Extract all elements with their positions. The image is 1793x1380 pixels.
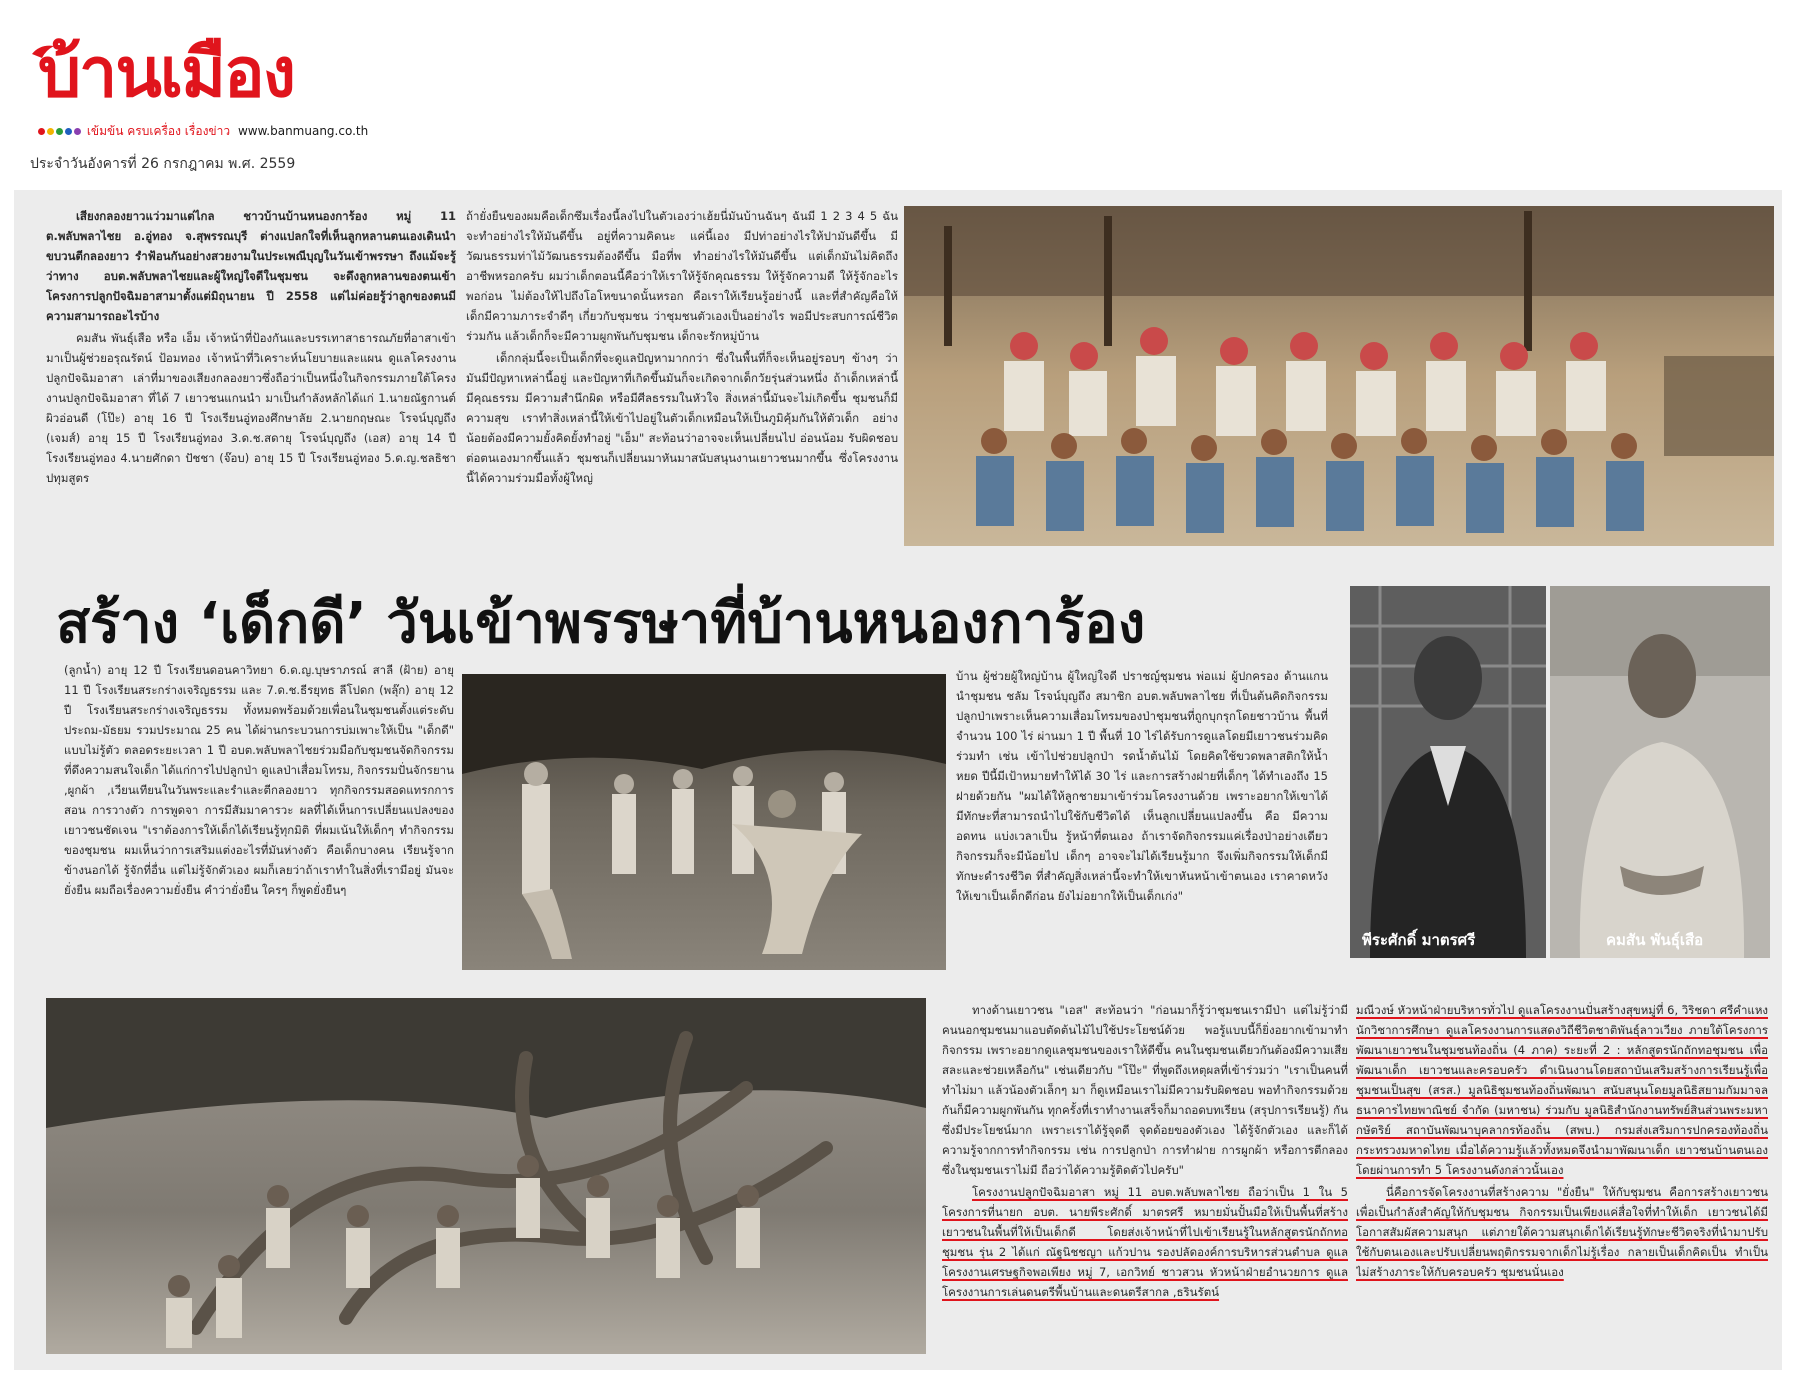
- color-dots: [38, 124, 87, 138]
- website-url: www.banmuang.co.th: [237, 124, 369, 138]
- underlined-paragraph: โครงงานปลูกปัจฉิมอาสา หมู่ 11 อบต.พลับพลาไชย ถือว่าเป็น 1 ใน 5 โครงการที่นายก อบต. นายพีระศักดิ์ มาตรศรี หมายมั่นปั้นมือให้เป็นพื้นที่สร้างเยาวชนในพื้นที่ให้เป็นเด็กดี โดยส่งเจ้าหน้าที่ไปเข้าเรียนรู้ในหลักสูตรนักถักทอชุมชน รุ่น 2 ได้แก่ ณัฐนิชชญา แก้วปาน รองปลัดองค์การบริหารส่วนตำบล ดูแลโครงงานเศรษฐกิจพอเพียง หมู่ 7, เอกวิทย์ ชาวสวน หัวหน้าฝ่ายอำนวยการ ดูแลโครงงานการเล่นดนตรีพื้นบ้านและดนตรีสากล ,ธรินรัตน์: [942, 1185, 1348, 1299]
- column-2: [466, 206, 898, 546]
- portrait-caption-right: คมสัน พันธุ์เสือ: [1606, 931, 1704, 949]
- portrait-photo-left: [1350, 586, 1546, 958]
- masthead: [28, 28, 388, 138]
- underlined-paragraph: มณีวงษ์ หัวหน้าฝ่ายบริหารทั่วไป ดูแลโครงงานปั่นสร้างสุขหมู่ที่ 6, วิริชดา ศรีคำแหง นักวิชาการศึกษา ดูแลโครงงานการแสดงวิถีชีวิตชาติพันธุ์ลาวเวียง ภายใต้โครงการพัฒนาเยาวชนในชุมชนท้องถิ่น (4 ภาค) ระยะที่ 2 : หลักสูตรนักถักทอชุมชน เพื่อพัฒนาเด็ก เยาวชนและครอบครัว ดำเนินงานโดยสถาบันเสริมสร้างการเรียนรู้เพื่อชุมชนเป็นสุข (สรส.) มูลนิธิชุมชนท้องถิ่นพัฒนา สนับสนุนโดยมูลนิธิสยามกัมมาจล ธนาคารไทยพาณิชย์ จำกัด (มหาชน) ร่วมกับ มูลนิธิสำนักงานทรัพย์สินส่วนพระมหากษัตริย์ สถาบันพัฒนาบุคลากรท้องถิ่น (สพบ.) กรมส่งเสริมการปกครองท้องถิ่น กระทรวงมหาดไทย เมื่อได้ความรู้แล้วทั้งหมดจึงนำมาพัฒนาเด็ก เยาวชนบ้านตนเอง โดยผ่านการทำ 5 โครงงานดังกล่าวนั้นเอง: [1356, 1003, 1768, 1177]
- lead-paragraph: เสียงกลองยาวแว่วมาแต่ไกล ชาวบ้านบ้านหนองการ้อง หมู่ 11 ต.พลับพลาไชย อ.อู่ทอง จ.สุพรรณบุรี ต่างแปลกใจที่เห็นลูกหลานตนเองเดินนำขบวนตีกลองยาว รำฟ้อนกันอย่างสวยงามในประเพณีบุญในวันเข้าพรรษา ถึงแม้จะรู้ว่าทาง อบต.พลับพลาไชยและผู้ใหญ่ใจดีในชุมชน จะดึงลูกหลานของตนเข้าโครงการปลูกปัจฉิมอาสามาตั้งแต่มิถุนายน ปี 2558 แต่ไม่ค่อยรู้ว่าลูกของตนมีความสามารถอะไรบ้าง: [46, 209, 456, 323]
- masthead-tagline: [38, 122, 368, 141]
- article-headline: สร้าง ‘เด็กดี’ วันเข้าพรรษาที่บ้านหนองการ้อง: [56, 591, 1146, 656]
- dance-photo: [462, 674, 946, 970]
- body-paragraph: คมสัน พันธุ์เสือ หรือ เอ็ม เจ้าหน้าที่ป้องกันและบรรเทาสาธารณภัยที่อาสาเข้ามาเป็นผู้ช่วยอรุณรัตน์ ป้อมทอง เจ้าหน้าที่วิเคราะห์นโยบายและแผน ดูแลโครงงานปลูกปัจฉิมอาสา เล่าที่มาของเสียงกลองยาวซึ่งถือว่าเป็นหนึ่งในกิจกรรมภายใต้โครงงานปลูกปัจฉิมอาสา ที่ได้ 7 เยาวชนแกนนำ มาเป็นกำลังหลักได้แก่ 1.นายณัฐกานต์ ผิวอ่อนดี (โป๊ะ) อายุ 16 ปี โรงเรียนอู่ทองศึกษาลัย 2.นายกฤษณะ โรจน์บุญถึง (เจมส์) อายุ 15 ปี โรงเรียนอู่ทอง 3.ด.ช.สดายุ โรจน์บุญถึง (เอส) อายุ 14 ปี โรงเรียนอู่ทอง 4.นายศักดา ปัชชา (จ๊อบ) อายุ 15 ปี โรงเรียนอู่ทอง 5.ด.ญ.ชลธิชา ปทุมสูตร: [46, 331, 456, 485]
- body-paragraph: (ลูกน้ำ) อายุ 12 ปี โรงเรียนดอนคาวิทยา 6.ด.ญ.บุษราภรณ์ สาลี (ฝ้าย) อายุ 11 ปี โรงเรียนสระกร่างเจริญธรรม และ 7.ด.ช.ธีรยุทธ ลีโปดก (พลุ๊ก) อายุ 12 ปี โรงเรียนสระกร่างเจริญธรรม ทั้งหมดพร้อมด้วยเพื่อนในชุมชนตั้งแต่ระดับประถม-มัธยม รวมประมาณ 25 คน ได้ผ่านกระบวนการบ่มเพาะให้เป็น "เด็กดี" แบบไม่รู้ตัว ตลอดระยะเวลา 1 ปี อบต.พลับพลาไชยร่วมมือกับชุมชนจัดกิจกรรมที่ดึงความสนใจเด็ก ได้แก่การไปปลูกป่า ดูแลป่าเสื่อมโทรม, กิจกรรมปั่นจักรยาน ,ผูกผ้า ,เวียนเทียนในวันพระและรำและตีกลองยาว ทุกกิจกรรมสอดแทรกการสอน การวางตัว การพูดจา การมีสัมมาคารวะ ผลที่ได้เห็นการเปลี่ยนแปลงของเยาวชนชัดเจน "เราต้องการให้เด็กได้เรียนรู้ทุกมิติ ที่ผมเน้นให้เด็กๆ ทำกิจกรรมของชุมชน ผมเห็นว่าการเสริมแต่งอะไรที่มันห่างตัว คือเด็กบางคน เรียนรู้จากข้างนอกได้ รู้จักที่อื่น แต่ไม่รู้จักตัวเอง ผมก็เลยว่าถ้าเราทำในสิ่งที่เรามีอยู่ มันจะยั่งยืน ผมถือเรื่องความยั่งยืน คำว่ายั่งยืน ใครๆ ก็พูดยั่งยืนๆ: [64, 663, 454, 897]
- portrait-photo-right: [1550, 586, 1770, 958]
- column-6: [1356, 1000, 1768, 1360]
- body-paragraph: เด็กกลุ่มนี้จะเป็นเด็กที่จะดูแลปัญหามากกว่า ซึ่งในพื้นที่ก็จะเห็นอยู่รอบๆ ข้างๆ ว่ามันมีปัญหาเหล่านี้อยู่ และปัญหาที่เกิดขึ้นมันก็จะเกิดจากเด็กวัยรุ่นส่วนหนึ่ง ถ้าเด็กเหล่านี้มีคุณธรรม มีความสำนึกผิด หรือมีศีลธรรมในหัวใจ สิ่งเหล่านี้มันจะไม่เกิดขึ้น ชุมชนก็มีความสุข เราทำสิ่งเหล่านี้ให้เข้าไปอยู่ในตัวเด็กเหมือนให้เป็นภูมิคุ้มกันให้ตัวเด็ก อย่างน้อยต้องมีความยั้งคิดยั้งทำอยู่ "เอ็ม" สะท้อนว่าอาจจะเห็นเปลี่ยนไป อ่อนน้อม รับผิดชอบต่อตนเองมากขึ้นแล้ว ชุมชนก็เปลี่ยนมาหันมาสนับสนุนงานเยาวชนมากขึ้น ซึ่งโครงงานนี้ได้ความร่วมมือทั้งผู้ใหญ่: [466, 351, 898, 485]
- column-4: [956, 666, 1328, 978]
- body-paragraph: ทางด้านเยาวชน "เอส" สะท้อนว่า "ก่อนมาก็รู้ว่าชุมชนเรามีป่า แต่ไม่รู้ว่ามีคนนอกชุมชนมาแอบตัดต้นไม้ไปใช้ประโยชน์ด้วย พอรู้แบบนี้ก็ยิ่งอยากเข้ามาทำกิจกรรม เพราะอยากดูแลชุมชนของเราให้ดีขึ้น คนในชุมชนเดียวกันต้องมีความเสียสละและช่วยเหลือกัน" เช่นเดียวกับ "โป๊ะ" ที่พูดถึงเหตุผลที่เข้าร่วมว่า "เราเป็นคนที่ทำไม่มา แล้วน้องตัวเล็กๆ มา ก็ดูเหมือนเราไม่มีความรับผิดชอบ พอทำกิจกรรมด้วยกันก็มีความผูกพันกัน ทุกครั้งที่เราทำงานเสร็จก็มาถอดบทเรียน (สรุปการเรียนรู้) กัน ซึ่งมีประโยชน์มาก เพราะเราได้รู้จุดดี จุดด้อยของตัวเอง ได้รู้จักตัวเอง และก็ได้ความรู้จากการทำกิจกรรม เช่น การปลูกป่า การทำฝาย การผูกผ้า หรือการตีกลอง ซึ่งในชุมชนเราไม่มี ถือว่าได้ความรู้ติดตัวไปครับ": [942, 1003, 1348, 1177]
- column-5: [942, 1000, 1348, 1360]
- body-paragraph: บ้าน ผู้ช่วยผู้ใหญ่บ้าน ผู้ใหญ่ใจดี ปราชญ์ชุมชน พ่อแม่ ผู้ปกครอง ด้านแกนนำชุมชน ชลัม โรจน์บุญถึง สมาชิก อบต.พลับพลาไชย ที่เป็นต้นคิดกิจกรรมปลูกป่าเพราะเห็นความเสื่อมโทรมของป่าชุมชนที่ถูกบุกรุกโดยชาวบ้าน พื้นที่จำนวน 100 ไร่ ผ่านมา 1 ปี พื้นที่ 10 ไร่ได้รับการดูแลโดยมีเยาวชนร่วมคิด ร่วมทำ เช่น เข้าไปช่วยปลูกป่า รดน้ำต้นไม้ โดยคิดใช้ขวดพลาสติกให้น้ำหยด ปีนี้มีเป้าหมายทำให้ได้ 30 ไร่ และการสร้างฝายที่เด็กๆ ได้ทำเองถึง 15 ฝายด้วยกัน "ผมได้ให้ลูกชายมาเข้าร่วมโครงงานด้วย เพราะอยากให้เขาได้มีทักษะที่สามารถนำไปใช้กับชีวิตได้ เห็นลูกเปลี่ยนแปลงขึ้น คือ มีความอดทน แบ่งเวลาเป็น รู้หน้าที่ตนเอง ถ้าเราจัดกิจกรรมแค่เรื่องป่าอย่างเดียว กิจกรรมก็จะมีน้อยไป เด็กๆ อาจจะไม่ได้เรียนรู้มาก จึงเพิ่มกิจกรรมให้เด็กมีทักษะดำรงชีวิต ที่สำคัญสิ่งเหล่านี้จะทำให้เขาหันหน้าเข้าตนเอง เราคาดหวังให้เขาเป็นเด็กดีก่อน ยังไม่อยากให้เป็นเด็กเก่ง": [956, 669, 1328, 903]
- body-paragraph: ถ้ายั่งยืนของผมคือเด็กซึมเรื่องนี้ลงไปในตัวเองว่าเฮ้ยนี่มันบ้านฉันๆ ฉันมี 1 2 3 4 5 ฉันจะทำอย่างไรให้มันดีขึ้น อยู่ที่ความคิดนะ แค่นี้เอง มีปท่าอย่างไรให้ปามันดีขึ้น มีวัฒนธรรมท่าไม้วัฒนธรรมต้องดีขึ้น มือที่พ ทำอย่างไรให้มันดีขึ้น แต่เด็กมันไม่คิดถึงอาชีพหรอกครับ ผมว่าเด็กตอนนี้คือว่าให้เราให้รู้จักคุณธรรม ให้รู้จักความดี ให้รู้จักอะไรพอก่อน ไม่ต้องให้ไปถึงโอโหขนาดนั้นหรอก คือเราให้เรียนรู้อย่างนี้ และที่สำคัญคือให้เด็กมีความภาระจำดีๆ เกี่ยวกับชุมชน ว่าชุมชนตัวเองเป็นอย่างไร พอมีประสบการณ์ชีวิตร่วมกัน แล้วเด็กก็จะมีความผูกพันกับชุมชน เด็กจะรักหมู่บ้าน: [466, 209, 898, 343]
- column-1: [46, 206, 456, 546]
- column-3: [64, 660, 454, 970]
- newspaper-logo: บ้านเมือง: [38, 34, 294, 113]
- portrait-caption-left: พีระศักดิ์ มาตรศรี: [1362, 931, 1476, 949]
- tagline-text: เข้มข้น ครบเครื่อง เรื่องข่าว: [86, 124, 231, 138]
- group-photo: [904, 206, 1774, 546]
- publication-date: ประจำวันอังคารที่ 26 กรกฎาคม พ.ศ. 2559: [30, 156, 296, 172]
- underlined-paragraph: นี่คือการจัดโครงงานที่สร้างความ "ยั่งยืน" ให้กับชุมชน คือการสร้างเยาวชนเพื่อเป็นกำลังสำคัญให้กับชุมชน กิจกรรมเป็นเพียงแค่สื่อใจที่ทำให้เด็ก เยาวชนได้มีโอกาสสัมผัสความสนุก แต่ภายใต้ความสนุกเด็กได้เรียนรู้ทักษะชีวิตจริงที่นำมาปรับใช้กับตนเองและปรับเปลี่ยนพฤติกรรมจากเด็กไม่รู้เรื่อง กลายเป็นเด็กคิดเป็น ทำเป็น ไม่สร้างภาระให้กับครอบครัว ชุมชนนั่นเอง: [1356, 1185, 1768, 1279]
- tree-group-photo: [46, 998, 926, 1354]
